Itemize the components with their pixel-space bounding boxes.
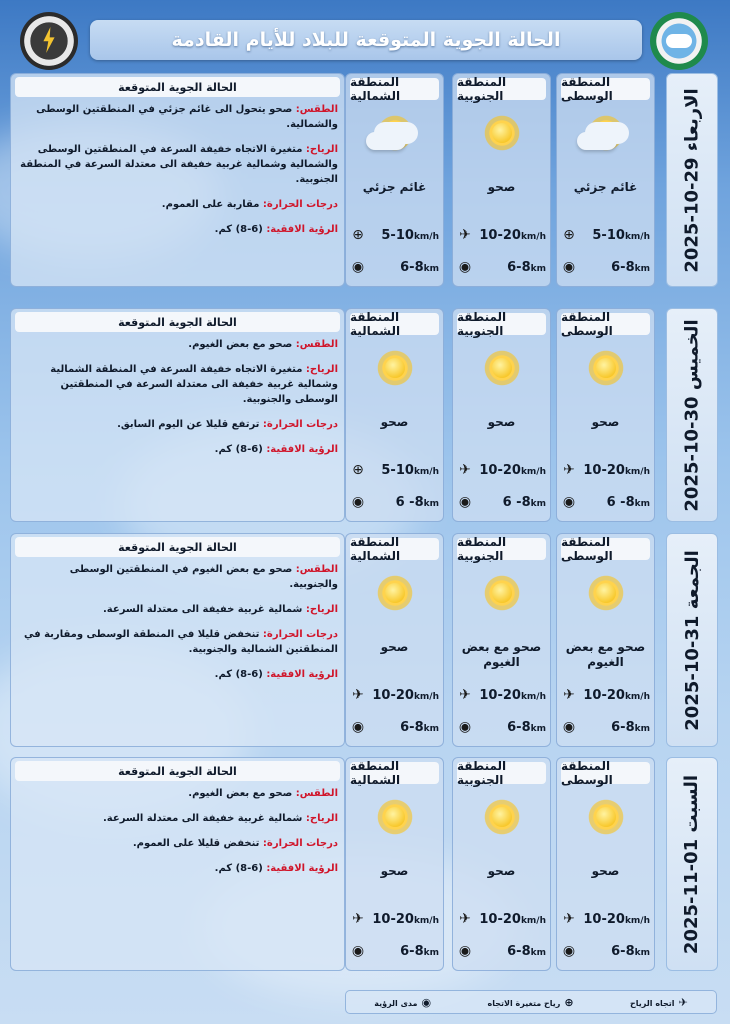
wind-line: الرياح: شمالية غربية خفيفة الى معتدلة السرعة. <box>103 813 338 824</box>
region-northern <box>345 533 444 747</box>
sun-icon <box>479 345 525 391</box>
eye-icon: ◉ <box>458 943 472 959</box>
wind-direction-icon: ✈ <box>459 227 471 243</box>
weather-icon <box>479 570 525 616</box>
visibility-value: 6-8km <box>611 259 650 275</box>
eye-icon: ◉ <box>458 494 472 510</box>
visibility-row <box>561 491 650 513</box>
wind-speed: 10-20km/h <box>479 462 546 478</box>
visibility-line: الرؤية الافقية: (6-8) كم. <box>214 669 338 680</box>
variable-wind-icon: ⊕ <box>352 227 364 243</box>
weather-condition: صحو <box>591 864 620 878</box>
temperature-line: درجات الحرارة: تنخفض قليلا في المنطقة الوسطى ومقاربة في المنطقتين الشمالية والجنوبية. <box>23 629 338 655</box>
wind-row <box>350 224 439 246</box>
eye-icon: ◉ <box>421 995 432 1009</box>
wind-speed: 5-10km/h <box>381 227 439 243</box>
weather-condition: صحو <box>487 415 516 429</box>
wind-speed: 10-20km/h <box>479 227 546 243</box>
visibility-row <box>457 256 546 278</box>
cloud-icon <box>666 34 692 48</box>
legend-variable-wind: ⊕رياح متغيرة الاتجاه <box>487 995 574 1009</box>
weather-condition: صحو <box>487 864 516 878</box>
weather-icon <box>583 794 629 840</box>
temperature-line: درجات الحرارة: مقاربة على العموم. <box>161 199 338 210</box>
cloud-icon <box>366 132 406 150</box>
wind-direction-icon: ✈ <box>459 462 471 478</box>
legend <box>345 990 717 1014</box>
details-text <box>19 786 338 886</box>
region-header: المنطقة الجنوبية <box>457 538 546 560</box>
day-date-panel <box>666 533 718 747</box>
wind-direction-icon: ✈ <box>459 687 471 703</box>
region-southern <box>452 308 551 522</box>
weather-icon <box>372 110 418 156</box>
wind-speed: 10-20km/h <box>372 687 439 703</box>
wind-line: الرياح: متغيرة الاتجاه خفيفة السرعة في المنطقتين الوسطى والشمالية وشمالية غربية خفيفة الى معتدلة السرعة في المنطقة الجنوبية. <box>20 144 338 185</box>
day-date-panel <box>666 73 718 287</box>
page-title-bar <box>90 20 642 60</box>
wind-row <box>561 224 650 246</box>
region-southern <box>452 73 551 287</box>
region-northern <box>345 757 444 971</box>
region-central <box>556 308 655 522</box>
weather-condition: غائم جزئي <box>362 180 427 194</box>
wind-speed: 10-20km/h <box>583 687 650 703</box>
weather-condition: صحو مع بعض الغيوم <box>461 640 542 669</box>
sun-icon <box>372 570 418 616</box>
weather-condition: صحو <box>380 640 409 654</box>
visibility-value: 6 -8km <box>606 494 650 510</box>
visibility-row <box>457 491 546 513</box>
sun-icon <box>372 794 418 840</box>
wind-row <box>457 684 546 706</box>
visibility-row <box>350 256 439 278</box>
sun-icon <box>583 570 629 616</box>
wind-speed: 5-10km/h <box>381 462 439 478</box>
eye-icon: ◉ <box>562 494 576 510</box>
visibility-line: الرؤية الافقية: (6-8) كم. <box>214 224 338 235</box>
day-card <box>10 308 716 520</box>
region-header: المنطقة الوسطى <box>561 762 650 784</box>
region-header: المنطقة الوسطى <box>561 538 650 560</box>
legend-wind-direction: ✈اتجاه الرياح <box>630 995 688 1009</box>
weather-condition: صحو <box>380 864 409 878</box>
wind-direction-icon: ✈ <box>563 462 575 478</box>
wind-row <box>561 459 650 481</box>
wind-speed: 5-10km/h <box>592 227 650 243</box>
visibility-value: 6-8km <box>611 943 650 959</box>
variable-wind-icon: ⊕ <box>352 462 364 478</box>
region-southern <box>452 757 551 971</box>
visibility-value: 6-8km <box>507 719 546 735</box>
region-header: المنطقة الوسطى <box>561 78 650 100</box>
page-title: الحالة الجوية المتوقعة للبلاد للأيام القادمة <box>171 29 561 51</box>
visibility-value: 6-8km <box>400 943 439 959</box>
day-date: الاربعاء 29-10-2025 <box>681 87 703 273</box>
wind-row <box>350 684 439 706</box>
legend-visibility: ◉مدى الرؤية <box>374 995 432 1009</box>
visibility-row <box>350 940 439 962</box>
eye-icon: ◉ <box>351 719 365 735</box>
weather-condition: صحو مع بعض الغيوم <box>565 640 646 669</box>
wind-speed: 10-20km/h <box>372 911 439 927</box>
cloud-icon <box>577 132 617 150</box>
eye-icon: ◉ <box>562 943 576 959</box>
sun-icon <box>583 794 629 840</box>
wind-direction-icon: ✈ <box>459 911 471 927</box>
visibility-line: الرؤية الافقية: (6-8) كم. <box>214 444 338 455</box>
wind-row <box>457 908 546 930</box>
lightning-icon <box>42 27 56 53</box>
visibility-row <box>350 491 439 513</box>
eye-icon: ◉ <box>562 259 576 275</box>
region-northern <box>345 73 444 287</box>
wind-row <box>457 224 546 246</box>
variable-wind-icon: ⊕ <box>564 995 574 1009</box>
region-central <box>556 73 655 287</box>
wind-direction-icon: ✈ <box>563 687 575 703</box>
details-text <box>19 102 338 247</box>
weather-line: الطقس: صحو مع بعض الغيوم. <box>188 788 338 799</box>
wind-direction-icon: ✈ <box>352 687 364 703</box>
day-date: السبت 01-11-2025 <box>681 774 703 954</box>
region-header: المنطقة الشمالية <box>350 762 439 784</box>
weather-icon <box>479 110 525 156</box>
weather-icon <box>583 345 629 391</box>
forecast-details <box>10 533 345 747</box>
wind-speed: 10-20km/h <box>479 687 546 703</box>
sun-icon <box>372 345 418 391</box>
org-logo-left <box>20 12 78 70</box>
region-header: المنطقة الشمالية <box>350 313 439 335</box>
eye-icon: ◉ <box>351 494 365 510</box>
wind-row <box>561 908 650 930</box>
forecast-details <box>10 757 345 971</box>
region-header: المنطقة الجنوبية <box>457 762 546 784</box>
weather-line: الطقس: صحو مع بعض الغيوم في المنطقتين الوسطى والجنوبية. <box>69 564 338 590</box>
details-header: الحالة الجوية المتوقعة <box>15 77 340 97</box>
day-date-panel <box>666 757 718 971</box>
wind-direction-icon: ✈ <box>678 995 688 1009</box>
region-header: المنطقة الجنوبية <box>457 313 546 335</box>
weather-icon <box>372 345 418 391</box>
weather-icon <box>583 570 629 616</box>
details-text <box>19 562 338 692</box>
weather-line: الطقس: صحو مع بعض الغيوم. <box>188 339 338 350</box>
visibility-value: 6-8km <box>507 259 546 275</box>
region-header: المنطقة الشمالية <box>350 78 439 100</box>
region-header: المنطقة الجنوبية <box>457 78 546 100</box>
visibility-row <box>457 716 546 738</box>
wind-row <box>457 459 546 481</box>
temperature-line: درجات الحرارة: ترتفع قليلا عن اليوم السابق. <box>117 419 338 430</box>
weather-icon <box>583 110 629 156</box>
region-southern <box>452 533 551 747</box>
visibility-value: 6-8km <box>507 943 546 959</box>
weather-icon <box>479 794 525 840</box>
day-card <box>10 757 716 969</box>
eye-icon: ◉ <box>458 719 472 735</box>
visibility-value: 6 -8km <box>395 494 439 510</box>
weather-line: الطقس: صحو يتحول الى غائم جزئي في المنطقتين الوسطى والشمالية. <box>36 104 338 130</box>
wind-line: الرياح: متغيرة الاتجاه خفيفة السرعة في المنطقة الشمالية وشمالية غربية خفيفة الى معتدلة السرعة في المنطقتين الوسطى والجنوبية. <box>50 364 338 405</box>
weather-icon <box>479 345 525 391</box>
details-text <box>19 337 338 467</box>
eye-icon: ◉ <box>351 943 365 959</box>
visibility-row <box>561 716 650 738</box>
temperature-line: درجات الحرارة: تنخفض قليلا على العموم. <box>132 838 338 849</box>
visibility-value: 6-8km <box>611 719 650 735</box>
region-northern <box>345 308 444 522</box>
wind-speed: 10-20km/h <box>583 911 650 927</box>
weather-icon <box>372 794 418 840</box>
weather-icon <box>372 570 418 616</box>
wind-row <box>561 684 650 706</box>
forecast-details <box>10 308 345 522</box>
region-central <box>556 533 655 747</box>
region-header: المنطقة الشمالية <box>350 538 439 560</box>
sun-icon <box>479 570 525 616</box>
sun-icon <box>479 110 525 156</box>
forecast-details <box>10 73 345 287</box>
day-date: الجمعة 31-10-2025 <box>681 549 703 731</box>
wind-line: الرياح: شمالية غربية خفيفة الى معتدلة السرعة. <box>103 604 338 615</box>
org-logo-right <box>650 12 708 70</box>
region-header: المنطقة الوسطى <box>561 313 650 335</box>
visibility-value: 6 -8km <box>502 494 546 510</box>
weather-condition: غائم جزئي <box>573 180 638 194</box>
details-header: الحالة الجوية المتوقعة <box>15 312 340 332</box>
wind-direction-icon: ✈ <box>352 911 364 927</box>
weather-condition: صحو <box>487 180 516 194</box>
wind-row <box>350 908 439 930</box>
visibility-row <box>350 716 439 738</box>
day-date-panel <box>666 308 718 522</box>
day-card <box>10 73 716 285</box>
eye-icon: ◉ <box>562 719 576 735</box>
day-date: الخميس 30-10-2025 <box>681 318 703 512</box>
variable-wind-icon: ⊕ <box>563 227 575 243</box>
sun-icon <box>479 794 525 840</box>
visibility-value: 6-8km <box>400 259 439 275</box>
visibility-row <box>561 940 650 962</box>
visibility-row <box>457 940 546 962</box>
details-header: الحالة الجوية المتوقعة <box>15 761 340 781</box>
visibility-line: الرؤية الافقية: (6-8) كم. <box>214 863 338 874</box>
details-header: الحالة الجوية المتوقعة <box>15 537 340 557</box>
sun-icon <box>583 345 629 391</box>
wind-speed: 10-20km/h <box>479 911 546 927</box>
day-card <box>10 533 716 745</box>
weather-condition: صحو <box>591 415 620 429</box>
weather-condition: صحو <box>380 415 409 429</box>
visibility-row <box>561 256 650 278</box>
wind-speed: 10-20km/h <box>583 462 650 478</box>
wind-row <box>350 459 439 481</box>
eye-icon: ◉ <box>351 259 365 275</box>
visibility-value: 6-8km <box>400 719 439 735</box>
eye-icon: ◉ <box>458 259 472 275</box>
region-central <box>556 757 655 971</box>
wind-direction-icon: ✈ <box>563 911 575 927</box>
